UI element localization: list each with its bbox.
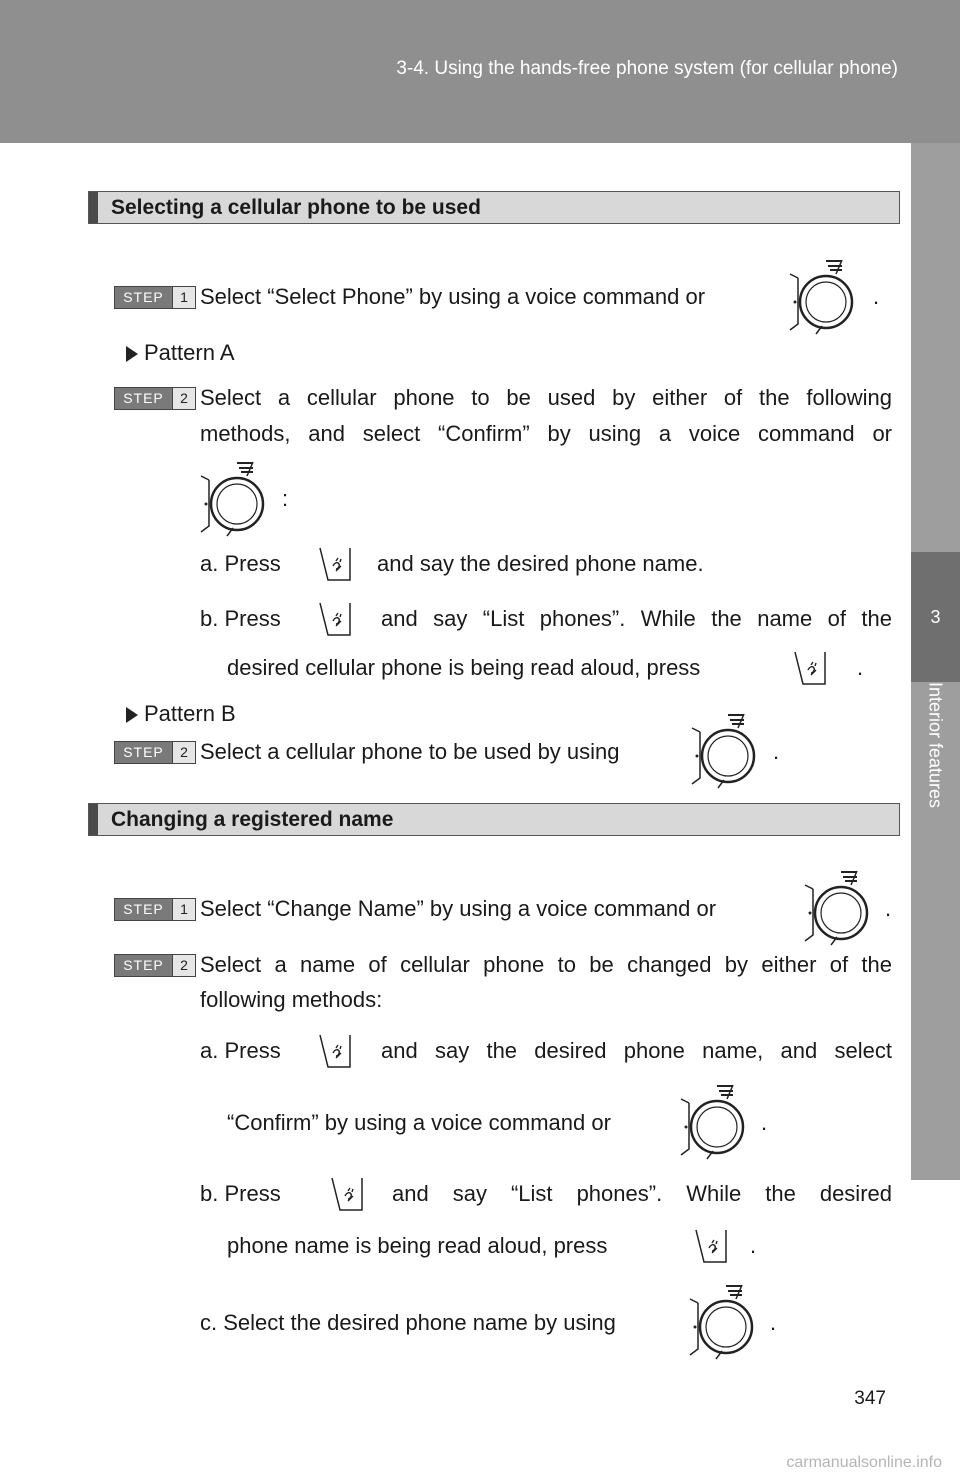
item-text: and say the desired phone name, and select (381, 1038, 892, 1063)
step-number: 2 (172, 742, 195, 763)
item-text: and say “List phones”. While the name of the (381, 606, 892, 631)
step-label: STEP (115, 955, 172, 976)
step-badge (114, 387, 196, 410)
step-text: Select a cellular phone to be used by using (200, 739, 620, 764)
section-changing-name (88, 803, 900, 836)
watermark: carmanualsonline.info (786, 1454, 942, 1471)
talk-switch-icon (789, 650, 827, 686)
tune-knob-icon (801, 867, 871, 947)
step-text: Select a cellular phone to be used by either of the following (200, 385, 892, 410)
tune-knob-icon (677, 1081, 747, 1161)
chapter-label: Interior features (925, 681, 946, 809)
period: . (885, 896, 892, 921)
section-selecting-phone (88, 191, 900, 224)
header-title: 3-4. Using the hands-free phone system (for cellular phone) (396, 58, 898, 79)
item-text: b. Press (200, 606, 281, 631)
step-badge (114, 741, 196, 764)
step-number: 1 (172, 899, 195, 920)
item-text: and say “List phones”. While the desired (392, 1181, 892, 1206)
step-text: Select “Change Name” by using a voice command or (200, 896, 717, 921)
arrow-right-icon (126, 707, 138, 723)
step-number: 2 (172, 388, 195, 409)
step-badge (114, 286, 196, 309)
step-label: STEP (115, 388, 172, 409)
talk-switch-icon (326, 1176, 364, 1212)
item-text: phone name is being read aloud, press (227, 1233, 608, 1258)
tune-knob-icon (686, 1281, 756, 1361)
period: . (857, 655, 864, 680)
period: . (773, 739, 780, 764)
pattern-heading: Pattern A (144, 340, 235, 365)
talk-switch-icon (314, 546, 352, 582)
item-text: and say the desired phone name. (377, 551, 704, 576)
item-text: b. Press (200, 1181, 281, 1206)
step-text: Select “Select Phone” by using a voice command or (200, 284, 706, 309)
period: . (750, 1233, 757, 1258)
period: . (770, 1310, 777, 1335)
step-label: STEP (115, 899, 172, 920)
period: . (873, 284, 880, 309)
item-text: desired cellular phone is being read aloud, press (227, 655, 701, 680)
step-number: 1 (172, 287, 195, 308)
tune-knob-icon (688, 710, 758, 790)
tune-knob-icon (197, 458, 267, 538)
item-text: a. Press (200, 1038, 281, 1063)
step-number: 2 (172, 955, 195, 976)
section-title: Changing a registered name (111, 808, 394, 831)
step-badge (114, 954, 196, 977)
talk-switch-icon (314, 601, 352, 637)
step-badge (114, 898, 196, 921)
step-text: Select a name of cellular phone to be changed by either of the (200, 952, 892, 977)
step-label: STEP (115, 742, 172, 763)
item-text: a. Press (200, 551, 281, 576)
page-number: 347 (854, 1388, 886, 1409)
colon: : (282, 486, 289, 511)
talk-switch-icon (314, 1033, 352, 1069)
step-label: STEP (115, 287, 172, 308)
arrow-right-icon (126, 346, 138, 362)
tune-knob-icon (786, 256, 856, 336)
period: . (761, 1110, 768, 1135)
step-text: methods, and select “Confirm” by using a voice command or (200, 421, 892, 446)
chapter-number: 3 (911, 552, 960, 682)
item-text: “Confirm” by using a voice command or (227, 1110, 611, 1135)
pattern-heading: Pattern B (144, 701, 236, 726)
step-text: following methods: (200, 987, 383, 1012)
talk-switch-icon (690, 1228, 728, 1264)
item-text: c. Select the desired phone name by using (200, 1310, 616, 1335)
section-title: Selecting a cellular phone to be used (111, 196, 481, 219)
